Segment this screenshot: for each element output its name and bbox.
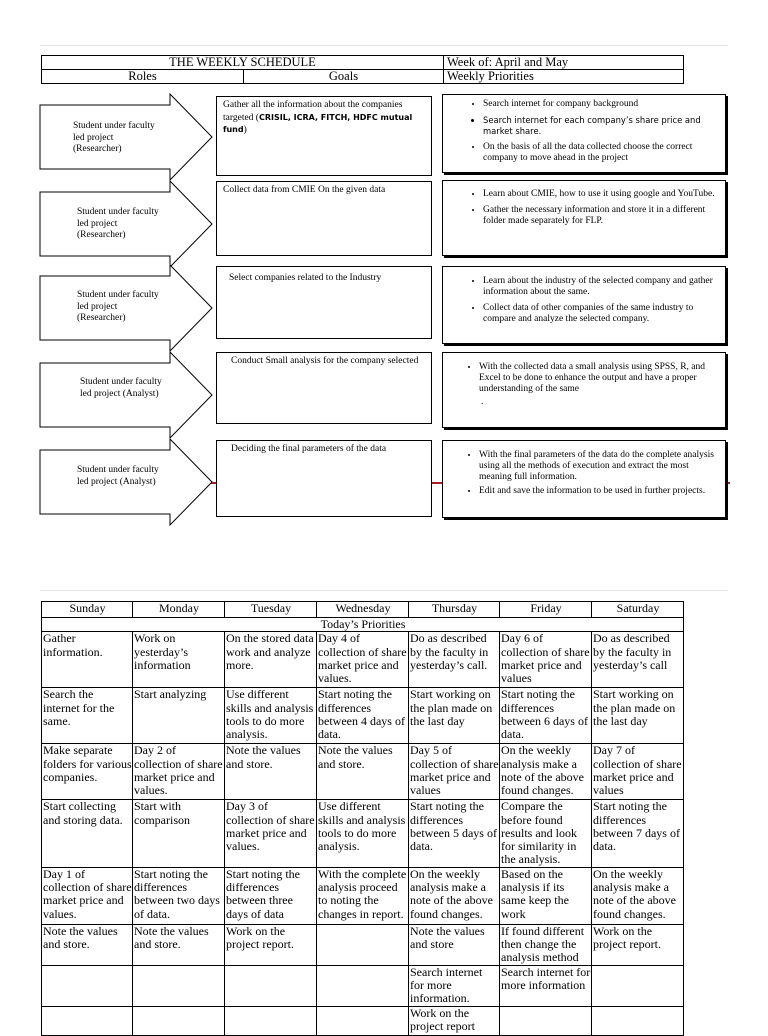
- day-header: Thursday: [409, 602, 500, 618]
- table-cell: Start noting the differences between 4 days of data.: [317, 688, 409, 744]
- priority-item: • Search internet for company background: [483, 99, 719, 110]
- table-cell: Work on yesterday’s information: [133, 632, 225, 688]
- table-cell: Start noting the differences between 6 days of data.: [500, 688, 592, 744]
- table-cell: Day 1 of collection of share market price and values.: [42, 867, 133, 924]
- goal-companies: CRISIL, ICRA, FITCH, HDFC mutual fund: [223, 112, 413, 134]
- day-header: Monday: [133, 602, 225, 618]
- table-cell: Start working on the plan made on the last day: [409, 688, 500, 744]
- goal-box: [216, 266, 432, 339]
- table-cell: Start noting the differences between 7 days of data.: [592, 800, 684, 867]
- table-row: [42, 965, 684, 1006]
- priority-item: • With the final parameters of the data do the complete analysis using all the methods of execution and extract the most meaning full information.: [479, 450, 719, 483]
- table-cell: If found different then change the analysis method: [500, 924, 592, 965]
- table-cell: Day 7 of collection of share market price and values: [592, 744, 684, 800]
- role-label: Student under faculty led project (Analyst): [77, 465, 159, 487]
- day-header: Saturday: [592, 602, 684, 618]
- goal-text: Deciding the final parameters of the data: [231, 444, 387, 454]
- table-cell: On the weekly analysis make a note of the above found changes.: [592, 867, 684, 924]
- table-row: [42, 924, 684, 965]
- table-cell: Work on the project report.: [225, 924, 317, 965]
- table-cell: Based on the analysis if its same keep the work: [500, 867, 592, 924]
- table-row: [42, 688, 684, 744]
- table-cell: Day 5 of collection of share market price and values: [409, 744, 500, 800]
- table-cell: Work on the project report.: [592, 924, 684, 965]
- table-row: [42, 800, 684, 867]
- table-cell: Note the values and store.: [42, 924, 133, 965]
- table-cell: [225, 965, 317, 1006]
- table-cell: [317, 965, 409, 1006]
- table-cell: [133, 965, 225, 1006]
- table-cell: Search internet for more information: [500, 965, 592, 1006]
- table-cell: With the complete analysis proceed to noting the changes in report.: [317, 867, 409, 924]
- daily-priorities-table: [41, 601, 684, 1036]
- role-label: Student under faculty led project (Researcher): [77, 207, 159, 240]
- priorities-box: [442, 266, 726, 344]
- week-of: Week of: April and May: [444, 56, 684, 70]
- priority-item: • Learn about the industry of the selected company and gather information about the same.: [483, 276, 719, 298]
- priority-item: • Collect data of other companies of the same industry to compare and analyze the selected company.: [483, 303, 719, 325]
- priority-item: • On the basis of all the data collected choose the correct company to move ahead in the project: [483, 142, 719, 164]
- table-row: [42, 867, 684, 924]
- table-cell: [42, 1006, 133, 1035]
- table-cell: Note the values and store.: [133, 924, 225, 965]
- table-row: [42, 632, 684, 688]
- table-cell: [317, 924, 409, 965]
- table-cell: Make separate folders for various companies.: [42, 744, 133, 800]
- day-header: Friday: [500, 602, 592, 618]
- table-cell: On the weekly analysis make a note of the above found changes.: [409, 867, 500, 924]
- table-cell: Use different skills and analysis tools to do more analysis.: [317, 800, 409, 867]
- table-cell: Search the internet for the same.: [42, 688, 133, 744]
- table-row: [42, 744, 684, 800]
- goal-box: [216, 440, 432, 517]
- table-cell: [317, 1006, 409, 1035]
- trailing-period: .: [481, 397, 484, 407]
- table-cell: Start with comparison: [133, 800, 225, 867]
- table-cell: Search internet for more information.: [409, 965, 500, 1006]
- priorities-box: [442, 94, 726, 173]
- goal-text: Conduct Small analysis for the company selected: [231, 356, 419, 366]
- goal-text: Select companies related to the Industry: [229, 273, 382, 283]
- priority-item: • Edit and save the information to be used in further projects.: [479, 486, 719, 497]
- table-cell: [592, 1006, 684, 1035]
- priorities-box: [442, 440, 726, 518]
- weekly-schedule-header: [41, 55, 684, 84]
- table-cell: Day 4 of collection of share market price and values.: [317, 632, 409, 688]
- table-cell: Compare the before found results and look for similarity in the analysis.: [500, 800, 592, 867]
- table-cell: On the weekly analysis make a note of the above found changes.: [500, 744, 592, 800]
- table-cell: On the stored data work and analyze more.: [225, 632, 317, 688]
- day-header-row: [42, 602, 684, 618]
- priority-item: • Search internet for each company’s share price and market share.: [483, 115, 719, 137]
- table-cell: Note the values and store: [409, 924, 500, 965]
- table-cell: Start noting the differences between three days of data: [225, 867, 317, 924]
- table-cell: Start working on the plan made on the last day: [592, 688, 684, 744]
- weekly-priorities-heading: Weekly Priorities: [444, 70, 684, 84]
- table-cell: Use different skills and analysis tools to do more analysis.: [225, 688, 317, 744]
- roles-heading: Roles: [42, 70, 244, 84]
- priority-item: • Learn about CMIE, how to use it using google and YouTube.: [483, 189, 719, 200]
- table-cell: Note the values and store.: [225, 744, 317, 800]
- table-cell: Start analyzing: [133, 688, 225, 744]
- table-cell: Do as described by the faculty in yesterday’s call.: [409, 632, 500, 688]
- table-cell: Do as described by the faculty in yesterday’s call: [592, 632, 684, 688]
- goal-text-end: ): [243, 125, 247, 135]
- role-label: Student under faculty led project (Analyst): [80, 377, 162, 399]
- day-header: Wednesday: [317, 602, 409, 618]
- red-rule: [726, 482, 730, 484]
- table-cell: Start collecting and storing data.: [42, 800, 133, 867]
- schedule-title: THE WEEKLY SCHEDULE: [42, 56, 444, 70]
- table-row: [42, 1006, 684, 1035]
- table-cell: [592, 965, 684, 1006]
- role-label: Student under faculty led project (Researcher): [77, 290, 159, 323]
- day-header: Tuesday: [225, 602, 317, 618]
- day-header: Sunday: [42, 602, 133, 618]
- goals-heading: Goals: [244, 70, 444, 84]
- table-cell: Start noting the differences between two days of data.: [133, 867, 225, 924]
- table-cell: Work on the project report: [409, 1006, 500, 1035]
- table-cell: [42, 965, 133, 1006]
- goal-box: [216, 181, 432, 256]
- table-cell: [133, 1006, 225, 1035]
- top-rule: [40, 45, 728, 46]
- table-cell: Day 2 of collection of share market price and values.: [133, 744, 225, 800]
- priorities-box: [442, 352, 726, 428]
- goal-box: [216, 352, 432, 424]
- role-label: Student under faculty led project (Researcher): [73, 121, 155, 154]
- goal-text: Collect data from CMIE On the given data: [223, 185, 386, 195]
- table-cell: Note the values and store.: [317, 744, 409, 800]
- todays-priorities-heading: Today’s Priorities: [42, 618, 684, 632]
- goal-text: Gather all the information about the companies targeted (: [223, 100, 403, 123]
- priorities-box: [442, 180, 726, 256]
- table-cell: Day 3 of collection of share market price and values.: [225, 800, 317, 867]
- middle-rule: [40, 590, 728, 591]
- table-cell: [500, 1006, 592, 1035]
- table-cell: Start noting the differences between 5 days of data.: [409, 800, 500, 867]
- table-cell: Day 6 of collection of share market price and values: [500, 632, 592, 688]
- table-cell: Gather information.: [42, 632, 133, 688]
- priority-item: • Gather the necessary information and store it in a different folder made separately for FLP.: [483, 205, 719, 227]
- goal-box: [216, 96, 432, 176]
- table-cell: [225, 1006, 317, 1035]
- priority-item: • With the collected data a small analysis using SPSS, R, and Excel to be done to enhance the output and have a proper understanding of the same: [479, 362, 719, 395]
